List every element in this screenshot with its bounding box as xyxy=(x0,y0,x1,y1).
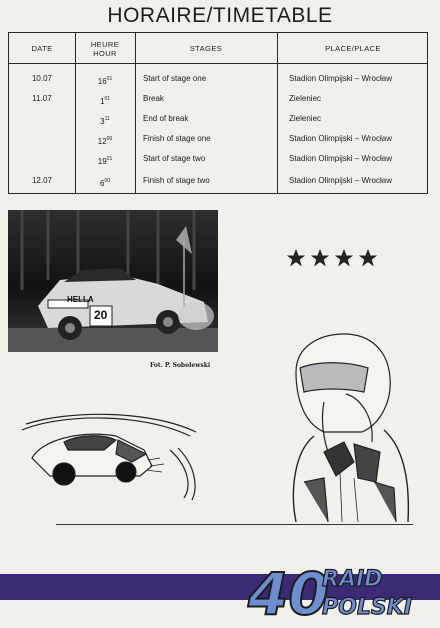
divider-line xyxy=(56,524,413,525)
row-hour: $6^{00}$ xyxy=(99,178,110,188)
header-hour-en: HOUR xyxy=(93,48,117,58)
row-stage: Break xyxy=(143,94,164,103)
row-place: Stadion Olimpijski – Wrocław xyxy=(289,74,392,83)
table-row xyxy=(9,171,427,191)
table-row xyxy=(9,89,427,109)
row-date: 10.07 xyxy=(31,74,53,83)
timetable-header xyxy=(9,33,427,64)
table-row xyxy=(9,149,427,169)
logo-polski: POLSKI xyxy=(322,595,412,620)
logo-number: 40 xyxy=(248,560,329,626)
row-stage: Finish of stage one xyxy=(143,134,211,143)
raid-polski-logo xyxy=(244,556,434,626)
race-car-sketch xyxy=(20,410,200,500)
star-icon xyxy=(334,248,354,268)
header-date: DATE xyxy=(31,44,53,53)
row-date xyxy=(9,129,75,149)
row-stage: Finish of stage two xyxy=(143,176,210,185)
star-icon xyxy=(358,248,378,268)
row-date: 11.07 xyxy=(32,94,52,103)
star-icon xyxy=(310,248,330,268)
row-place: Stadion Olimpijski – Wrocław xyxy=(289,176,392,185)
star-icon xyxy=(286,248,306,268)
table-row xyxy=(9,129,427,149)
row-date xyxy=(9,109,75,129)
row-hour: $19^{01}$ xyxy=(97,156,113,166)
rally-car-photo-art xyxy=(8,210,218,352)
row-hour: $12^{00}$ xyxy=(97,136,113,146)
row-stage: Start of stage one xyxy=(143,74,207,83)
row-stage: Start of stage two xyxy=(143,154,206,163)
header-place: PLACE/PLACE xyxy=(325,44,381,53)
photo-car-number: 20 xyxy=(94,308,108,322)
table-row xyxy=(9,109,427,129)
row-place: Zieleniec xyxy=(289,94,322,103)
table-row xyxy=(9,69,427,89)
logo-raid: RAID xyxy=(322,567,383,592)
photo-sponsor-label: HELLA xyxy=(67,295,94,304)
header-hour-fr: HEURE xyxy=(90,39,120,49)
row-place: Zieleniec xyxy=(289,114,322,123)
rally-car-photo xyxy=(8,210,218,352)
star-rating xyxy=(286,248,378,268)
driver-helmet-sketch xyxy=(284,332,414,522)
header-hour xyxy=(75,33,135,64)
timetable xyxy=(8,32,428,194)
row-stage: End of break xyxy=(143,114,189,123)
row-place: Stadion Olimpijski – Wrocław xyxy=(289,134,392,143)
header-stages: STAGES xyxy=(189,44,223,53)
row-hour: $1^{01}$ xyxy=(99,96,110,106)
photo-caption: Fot. P. Sobolewski xyxy=(150,362,211,369)
row-place: Stadion Olimpijski – Wrocław xyxy=(289,154,392,163)
row-date: 12.07 xyxy=(31,176,53,185)
row-hour: $16^{01}$ xyxy=(97,76,113,86)
page-title: HORAIRE/TIMETABLE xyxy=(107,4,333,27)
row-hour: $3^{11}$ xyxy=(100,116,110,126)
row-date xyxy=(9,149,75,169)
